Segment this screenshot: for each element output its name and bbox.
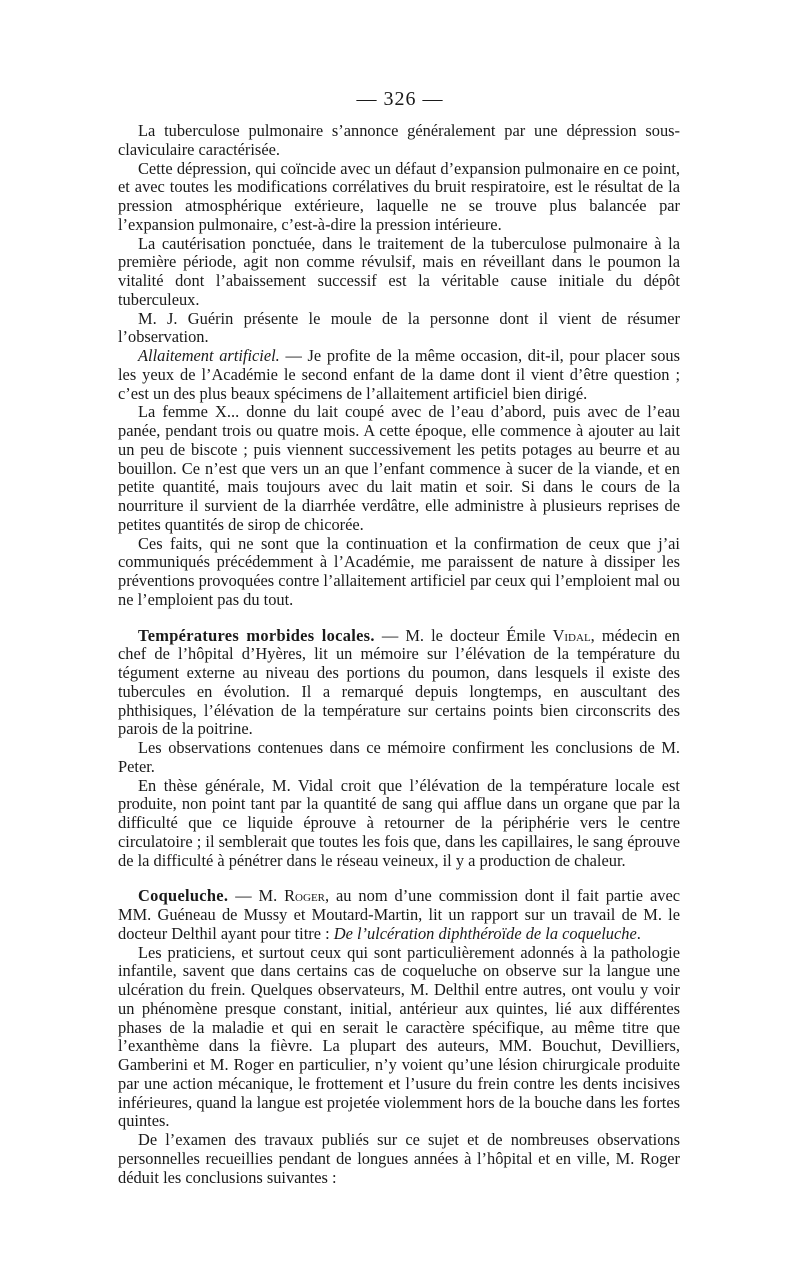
paragraph: La tuberculose pulmonaire s’annonce généralement par une dépression sous-claviculaire caractérisée. <box>118 121 680 159</box>
author-name: Vidal <box>552 625 591 645</box>
paragraph: La cautérisation ponctuée, dans le traitement de la tuberculose pulmonaire à la première période, agit non comme révulsif, mais en réveillant dans le poumon la vitalité dont l’abaissement successif est la véritable cause initiale du dépôt tuberculeux. <box>118 233 680 309</box>
paragraph: M. J. Guérin présente le moule de la personne dont il vient de résumer l’observation. <box>118 308 680 347</box>
paragraph: Les praticiens, et surtout ceux qui sont particulièrement adonnés à la pathologie infantile, savent que dans certains cas de coqueluche on observe sur la langue une ulcération du frein. Quelques observateurs, M. Delthil entre autres, ont voulu y voir un phénomène presque constant, initial, antérieur aux quintes, lié aux différentes phases de la maladie et qui en serait le caractère spécifique, au même titre que l’exanthème dans la fièvre. La plupart des auteurs, MM. Bouchut, Devilliers, Gamberini et M. Roger en particulier, n’y voient qu’une lésion chirurgicale produite par une action mécanique, le frottement et l’usure du frein contre les dents incisives inférieures, quand la langue est projetée violemment hors de la bouche dans les fortes quintes. <box>118 942 680 1131</box>
coqueluche-text-middle: , au nom d’une commission dont il fait partie avec MM. Guéneau de Mussy et Moutard-Martin, lit un rapport sur un travail de M. le docteur Delthil ayant pour titre : <box>118 886 680 943</box>
paragraph-coqueluche <box>118 887 680 943</box>
work-title: De l’ulcération diphthéroïde de la coqueluche <box>333 923 637 943</box>
paragraph: Cette dépression, qui coïncide avec un défaut d’expansion pulmonaire en ce point, et avec toutes les modifications corrélatives du bruit respiratoire, est le résultat de la pression atmosphérique extérieure, laquelle ne se trouve plus balancée par l’expansion pulmonaire, c’est-à-dire la pression intérieure. <box>118 158 680 234</box>
paragraph: En thèse générale, M. Vidal croit que l’élévation de la température locale est produite, non point tant par la quantité de sang qui afflue dans un organe que par la difficulté que ce liquide éprouve à retourner de la périphérie vers le centre circulatoire ; il semblerait que toutes les fois que, dans les capillaires, le sang éprouve de la difficulté à pénétrer dans le réseau veineux, il y a production de chaleur. <box>118 775 680 870</box>
coqueluche-text-before: — M. <box>228 886 285 906</box>
temperatures-text-after: , médecin en chef de l’hôpital d’Hyères, lit un mémoire sur l’élévation de la température du tégument externe au niveau des portions du poumon, dans lesquels il existe des tubercules en évolution. Il a remarqué depuis longtemps, en auscultant des phthisiques, l’élévation de la température sur certains points bien circonscrits des parois de la poitrine. <box>118 625 680 739</box>
paragraph-allaitement <box>118 347 680 403</box>
paragraph-temperatures <box>118 627 680 740</box>
paragraph: Les observations contenues dans ce mémoire confirment les conclusions de M. Peter. <box>118 738 680 776</box>
author-name: Roger <box>284 886 326 906</box>
heading-coqueluche: Coqueluche. <box>138 886 229 906</box>
paragraph: Ces faits, qui ne sont que la continuation et la confirmation de ceux que j’ai communiqués précédemment à l’Académie, me paraissent de nature à dissiper les préventions provoquées contre l’allaitement artificiel par ceux qui l’emploient mal ou ne l’emploient pas du tout. <box>118 533 680 609</box>
paragraph: De l’examen des travaux publiés sur ce sujet et de nombreuses observations personnelles recueillies pendant de longues années à l’hôpital et en ville, M. Roger déduit les conclusions suivantes : <box>118 1130 680 1187</box>
allaitement-text: — Je profite de la même occasion, dit-il, pour placer sous les yeux de l’Académie le second enfant de la dame dont il vient d’être question ; c’est un des plus beaux spécimens de l’allaitement artificiel bien dirigé. <box>118 346 681 403</box>
document-body <box>118 122 680 1187</box>
temperatures-text-before: — M. le docteur Émile <box>374 625 553 645</box>
heading-allaitement: Allaitement artificiel. <box>138 346 280 365</box>
coqueluche-text-after: . <box>636 923 641 943</box>
page-number: — 326 — <box>356 88 444 110</box>
heading-temperatures: Températures morbides locales. <box>138 625 375 645</box>
paragraph: La femme X... donne du lait coupé avec de l’eau d’abord, puis avec de l’eau panée, pendant trois ou quatre mois. A cette époque, elle commence à ajouter au lait un peu de biscote ; puis viennent successivement les petits potages au beurre et au bouillon. Ce n’est que vers un an que l’enfant commence à sucer de la viande, et en petite quantité, mais toujours avec du lait matin et soir. Si dans le cours de la nourriture il survient de la diarrhée verdâtre, elle administre à plusieurs reprises de petites quantités de sirop de chicorée. <box>118 402 680 534</box>
